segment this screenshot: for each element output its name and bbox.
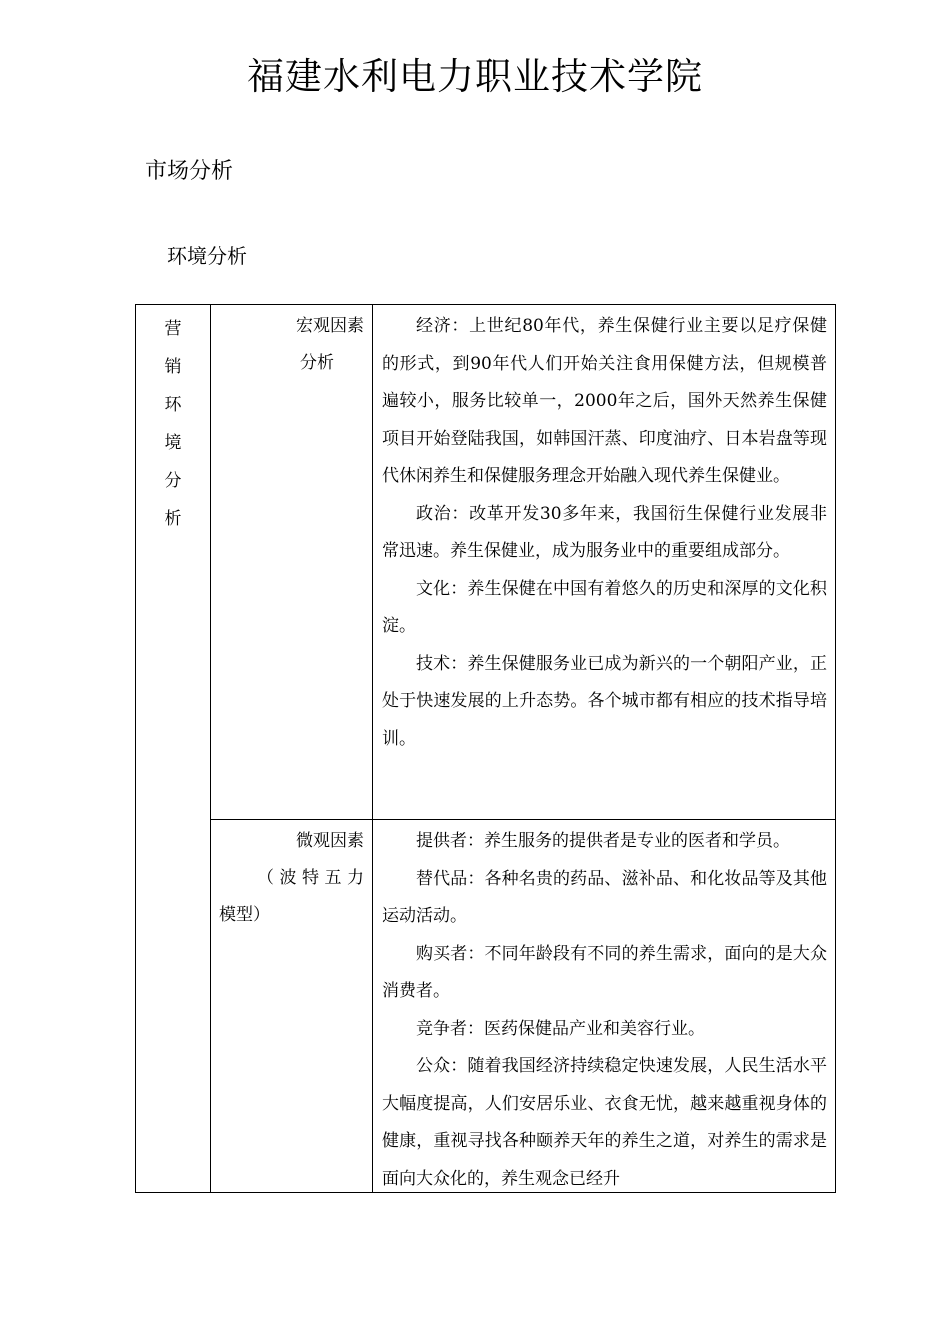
document-title: 福建水利电力职业技术学院: [247, 55, 703, 98]
macro-paragraph-economy: 经济：上世纪80年代，养生保健行业主要以足疗保健的形式，到90年代人们开始关注食用保健方法，但规模普遍较小，服务比较单一，2000年之后，国外天然养生保健项目开始登陆我国，如韩国汗蒸、印度油疗、日本岩盘等现代休闲养生和保健服务理念开始融入现代养生保健业。: [382, 316, 827, 486]
subsection-heading: 环境分析: [167, 244, 247, 268]
micro-paragraph-suppliers: 提供者：养生服务的提供者是专业的医者和学员。: [416, 831, 790, 851]
micro-content-cell: [373, 820, 836, 1193]
micro-label-line: 微观因素: [296, 831, 364, 851]
row-header-cell: [136, 305, 211, 1193]
macro-content-cell: [373, 305, 836, 820]
macro-label-line: 分析: [300, 353, 334, 373]
table-row-macro: [136, 305, 836, 820]
row-header-char: 分: [164, 471, 182, 491]
micro-label: [211, 820, 372, 934]
row-header-char: 析: [164, 509, 182, 529]
marketing-environment-table: [135, 304, 836, 1193]
row-header-char: 环: [164, 395, 182, 415]
micro-paragraph-substitutes: 替代品：各种名贵的药品、滋补品、和化妆品等及其他运动活动。: [382, 868, 827, 926]
row-header-char: 境: [164, 433, 182, 453]
macro-paragraph-technology: 技术：养生保健服务业已成为新兴的一个朝阳产业，正处于快速发展的上升态势。各个城市都有相应的技术指导培训。: [382, 653, 827, 749]
row-header-char: 销: [164, 357, 182, 377]
row-header-char: 营: [164, 319, 182, 339]
micro-label-line: （波特五力: [257, 868, 364, 888]
macro-paragraph-culture: 文化：养生保健在中国有着悠久的历史和深厚的文化积淀。: [382, 578, 827, 636]
macro-label-cell: [211, 305, 373, 820]
macro-content: [373, 305, 835, 819]
macro-label: [211, 305, 372, 382]
table-row-micro: [136, 820, 836, 1193]
macro-paragraph-politics: 政治：改革开发30多年来，我国衍生保健行业发展非常迅速。养生保健业，成为服务业中的重要组成部分。: [382, 503, 827, 561]
section-heading: 市场分析: [145, 159, 234, 184]
row-header-vertical-text: [136, 305, 210, 538]
micro-label-line: 模型）: [219, 905, 270, 925]
micro-paragraph-buyers: 购买者：不同年龄段有不同的养生需求，面向的是大众消费者。: [382, 943, 827, 1001]
micro-label-cell: [211, 820, 373, 1193]
micro-paragraph-competitors: 竞争者：医药保健品产业和美容行业。: [416, 1018, 705, 1039]
macro-label-line: 宏观因素: [296, 316, 364, 336]
micro-paragraph-public: 公众：随着我国经济持续稳定快速发展，人民生活水平大幅度提高，人们安居乐业、衣食无忧，越来越重视身体的健康，重视寻找各种颐养天年的养生之道，对养生的需求是面向大众化的，养生观念已经升: [382, 1056, 827, 1189]
micro-content: [373, 820, 835, 1192]
